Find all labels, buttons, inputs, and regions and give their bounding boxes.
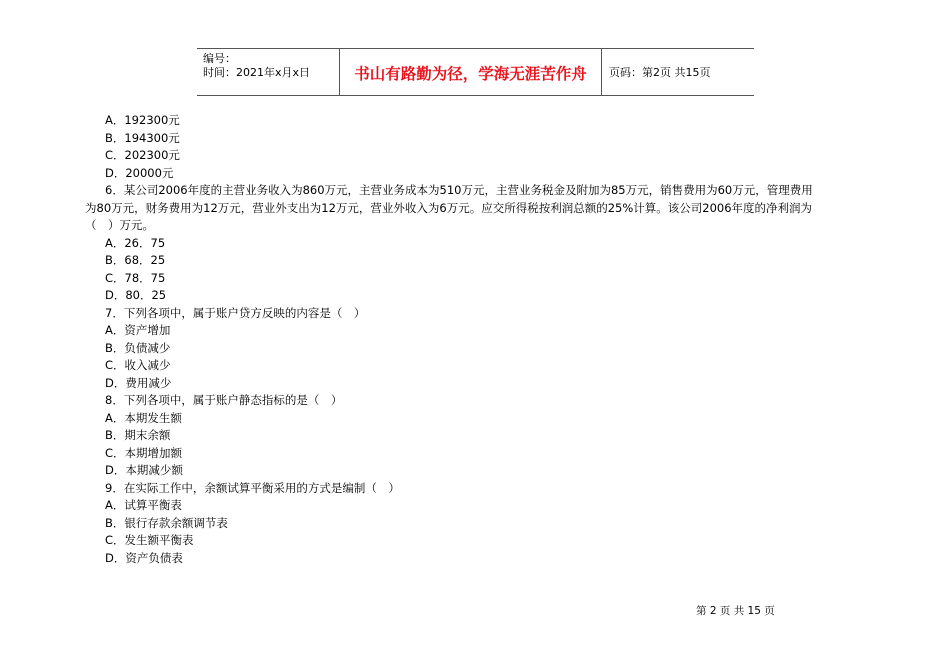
option-c: C．202300元 <box>105 148 180 162</box>
q9-option-d: D．资产负债表 <box>105 550 183 565</box>
q9-option-a: A．试算平衡表 <box>105 498 182 512</box>
header-motto: 书山有路勤为径，学海无涯苦作舟 <box>340 49 602 95</box>
q6-option-c: C．78．75 <box>105 270 166 285</box>
question-6-line-1: 6．某公司2006年度的主营业务收入为860万元，主营业务成本为510万元，主营业务税金及附加为85万元，销售费用为60万元，管理费用 <box>105 183 813 197</box>
question-6-line-2: 为80万元，财务费用为12万元，营业外支出为12万元，营业外收入为6万元。应交所得税按利润总额的25%计算。该公司2006年度的净利润为 <box>85 200 813 215</box>
q7-option-d: D．费用减少 <box>105 375 172 390</box>
document-body <box>85 112 885 567</box>
q8-option-a: A．本期发生额 <box>105 410 182 425</box>
q6-option-a: A．26．75 <box>105 235 166 250</box>
question-6-line-3: （ ）万元。 <box>85 218 154 232</box>
option-d: D．20000元 <box>105 165 174 180</box>
header-meta-cell <box>197 49 340 95</box>
q6-option-b: B．68．25 <box>105 253 166 267</box>
question-7-stem: 7．下列各项中，属于账户贷方反映的内容是（ ） <box>105 305 366 320</box>
q9-option-c: C．发生额平衡表 <box>105 533 194 547</box>
option-b: B．194300元 <box>105 130 180 145</box>
q7-option-c: C．收入减少 <box>105 358 171 372</box>
q8-option-c: C．本期增加额 <box>105 445 183 460</box>
q6-option-d: D．80．25 <box>105 288 167 302</box>
page-header <box>197 48 754 96</box>
q9-option-b: B．银行存款余额调节表 <box>105 515 228 530</box>
question-9-stem: 9．在实际工作中，余额试算平衡采用的方式是编制（ ） <box>105 480 400 495</box>
question-8-stem: 8．下列各项中，属于账户静态指标的是（ ） <box>105 393 343 407</box>
option-a: A．192300元 <box>105 113 180 127</box>
page-footer: 第 2 页 共 15 页 <box>696 605 775 617</box>
q7-option-a: A．资产增加 <box>105 323 171 337</box>
q7-option-b: B．负债减少 <box>105 340 171 355</box>
header-number-label: 编号： <box>203 52 236 65</box>
header-page-info: 页码：第2页 共15页 <box>609 66 711 79</box>
q8-option-b: B．期末余额 <box>105 428 171 442</box>
q8-option-d: D．本期减少额 <box>105 463 183 477</box>
header-time-label: 时间：2021年x月x日 <box>203 66 311 79</box>
